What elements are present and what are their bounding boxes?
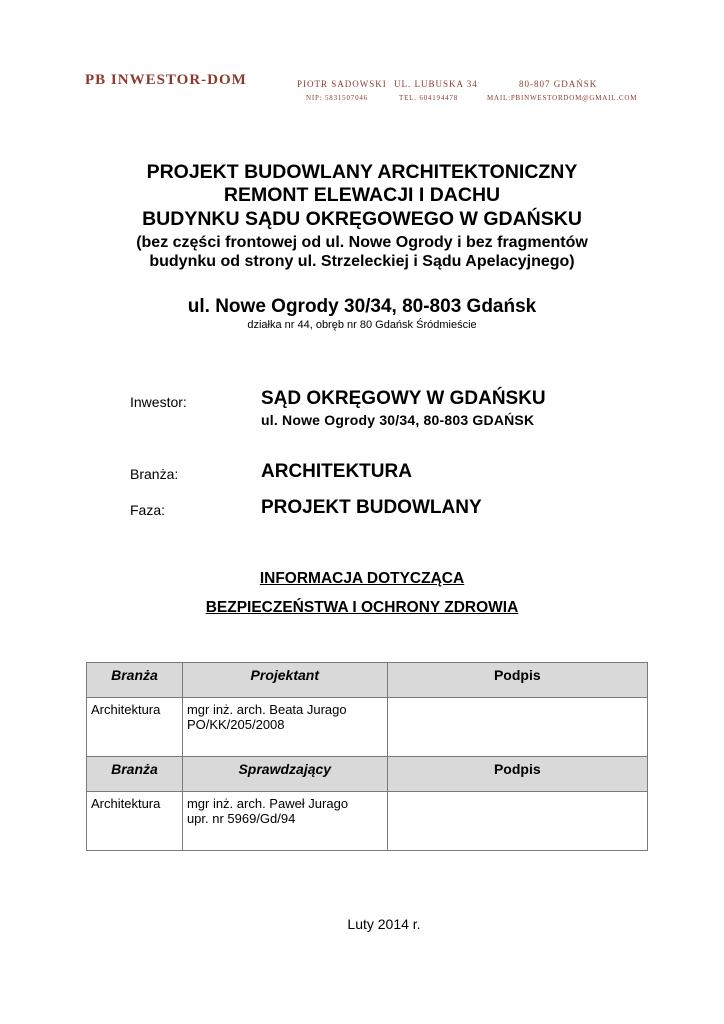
header-designer: Projektant — [182, 663, 387, 698]
cell-signature — [387, 792, 647, 851]
table-row — [87, 698, 648, 757]
title-line-1: PROJEKT BUDOWLANY ARCHITEKTONICZNY — [146, 161, 578, 183]
cell-checker — [182, 792, 387, 851]
header-branch: Branża — [87, 663, 183, 698]
header-signature: Podpis — [387, 757, 647, 792]
title-line-2: REMONT ELEWACJI I DACHU — [223, 184, 501, 206]
phase-label: Faza: — [130, 502, 166, 518]
table-header-row — [87, 663, 648, 698]
header-signature: Podpis — [387, 663, 647, 698]
branch-value: ARCHITEKTURA — [261, 461, 412, 482]
designer-license: PO/KK/205/2008 — [186, 717, 285, 732]
plot-info: działka nr 44, obręb nr 80 Gdańsk Śródmieście — [247, 319, 477, 331]
checker-name: mgr inż. arch. Paweł Jurago — [186, 796, 349, 811]
designer-name: mgr inż. arch. Beata Jurago — [186, 702, 347, 717]
letterhead-owner: PIOTR SADOWSKI — [297, 79, 387, 89]
phase-value: PROJEKT BUDOWLANY — [261, 497, 482, 518]
title-line-4: (bez części frontowej od ul. Nowe Ogrody i bez fragmentów — [136, 234, 588, 251]
header-checker: Sprawdzający — [182, 757, 387, 792]
cell-signature — [387, 698, 647, 757]
letterhead-email: MAIL:PBINWESTORDOM@GMAIL.COM — [487, 94, 638, 102]
branch-label: Branża: — [130, 466, 179, 482]
letterhead-phone: TEL. 604194478 — [399, 94, 459, 102]
cell-designer — [182, 698, 387, 757]
investor-label: Inwestor: — [130, 394, 187, 410]
company-name: PB INWESTOR-DOM — [85, 72, 247, 88]
table-header-row — [87, 757, 648, 792]
document-date: Luty 2014 r. — [347, 916, 421, 932]
investor-address: ul. Nowe Ogrody 30/34, 80-803 GDAŃSK — [261, 412, 535, 428]
letterhead-street: UL. LUBUSKA 34 — [394, 79, 478, 89]
cell-branch: Architektura — [87, 698, 183, 757]
info-heading-1: INFORMACJA DOTYCZĄCA — [259, 570, 465, 587]
letterhead-nip: NIP: 5831507046 — [306, 94, 368, 102]
signature-table — [86, 662, 648, 851]
title-line-3: BUDYNKU SĄDU OKRĘGOWEGO W GDAŃSKU — [142, 208, 582, 230]
cell-branch: Architektura — [87, 792, 183, 851]
header-branch: Branża — [87, 757, 183, 792]
title-line-5: budynku od strony ul. Strzeleckiej i Sądu Apelacyjnego) — [149, 253, 575, 270]
info-heading-2: BEZPIECZEŃSTWA I OCHRONY ZDROWIA — [205, 599, 519, 616]
checker-license: upr. nr 5969/Gd/94 — [186, 811, 296, 826]
investor-name: SĄD OKRĘGOWY W GDAŃSKU — [261, 388, 546, 409]
site-address: ul. Nowe Ogrody 30/34, 80-803 Gdańsk — [187, 296, 537, 317]
letterhead-city: 80-807 GDAŃSK — [519, 79, 598, 89]
table-row — [87, 792, 648, 851]
